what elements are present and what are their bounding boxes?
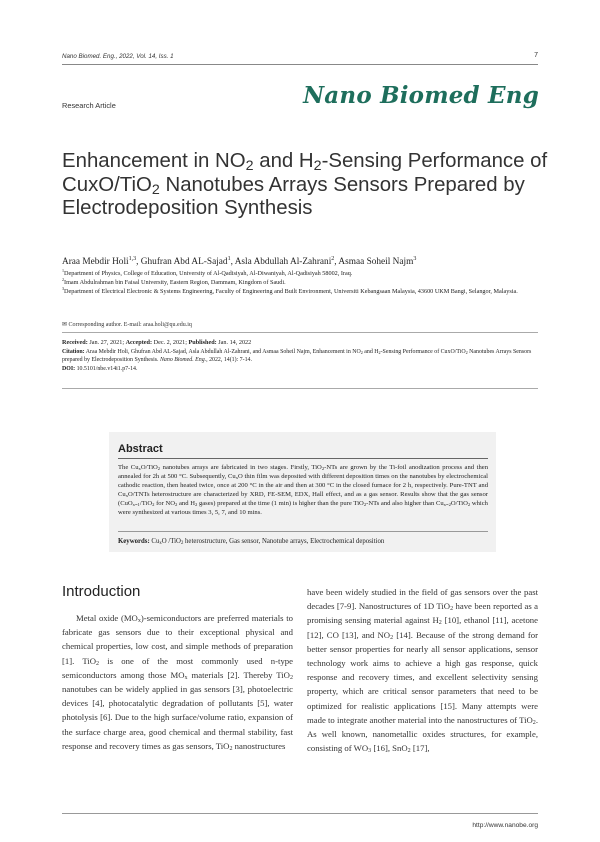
- divider: [62, 388, 538, 389]
- abstract-rule: [118, 458, 488, 459]
- citation-block: Citation: Araa Mebdir Holi, Ghufran Abd AL-Sajad, Asla Abdullah Al-Zahrani, and Asmaa Soheil Najm, Enhancement in $NO_2$ and $H_2$-Sensing Performance of CuxO/TiO$_2$ Nanotubes Arrays Sensors prepared by Electrodeposition Synthesis. Nano Biomed. Eng., 2022, 14(1): 7-14. DOI: 10.5101/nbe.v14i1.p7-14.: [62, 349, 532, 372]
- abstract-heading: Abstract: [118, 443, 163, 455]
- article-title: Enhancement in $NO_2$ and $H_2$-Sensing Performance of CuxO/TiO$_2$ Nanotubes Arrays Sensors Prepared by Electrodeposition Synthesis: [62, 150, 548, 219]
- abstract-text: The $Cu_xO/TiO_2$ nanotubes arrays are fabricated in two stages. Firstly, TiO$_2$-NTs are grown by the Ti-foil anodization process and then annealed for 2h at 500 °C. Subsequently, $Cu_xO$ thin film was deposited with different deposition times on the nanotubes by electrochemical cathodic reaction, then heated twice, once at 200 °C in the air and then at 300 °C in the closed furnace for 2 h, respectively. Pure-TNT and $Cu_xO$/TNTs heterostructure are characterized by XRD, FE-SEM, EDX, Hall effect, and as a gas sensor. Results show that the gas sensor (CuO$_{x=1}$/TiO$_2$ for $NO_2$ and $H_2$ gases) prepared at the time (1 min) is higher than the pure TiO$_2$-NTs and also higher than $Cu_{x=2}O/TiO_2$ which were synthesized at various times 3, 5, 7, and 10 mins.: [118, 464, 488, 517]
- body-column-right: have been widely studied in the field of gas sensors over the past decades [7-9]. Nanostructures of 1D TiO$_2$ have been reported as a promising sensing material against $H_2$ [10], ethanol [11], acetone [12], CO [13], and $NO_2$ [14]. Because of the strong demand for better sensor properties for nearly all sensor applications, sensor technology work aims to achieve a high gas response, quick response and recovery times, and excellent selectivity sensing property, which are critical sensor parameters that need to be optimized for realistic applications [15]. Many attempts were made to integrate another material into the nanostructures of TiO$_2$. As well known, nanometallic oxides structures, for example, consisting of $WO_3$ [16], SnO$_2$ [17],: [307, 587, 538, 755]
- divider: [62, 332, 538, 333]
- journal-logo: Nano Biomed Eng: [303, 82, 539, 109]
- body-column-left: [62, 611, 293, 753]
- doi-link[interactable]: 10.5101/nbe.v14i1.p7-14.: [75, 365, 138, 372]
- email-icon: ✉: [62, 322, 69, 328]
- article-dates: Received: Jan. 27, 2021; Accepted: Dec. 2, 2021; Published: Jan. 14, 2022: [62, 339, 252, 346]
- footer-url[interactable]: http://www.nanobe.org: [472, 822, 538, 829]
- paragraph: Metal oxide $(MO_x)$-semiconductors are preferred materials to fabricate gas sensors due to their exceptional physical and chemical properties, low cost, and simple methods of preparation [1]. TiO$_2$ is one of the most commonly used n-type semiconductors among those $MO_x$ materials [2]. Thereby TiO$_2$ nanotubes can be widely applied in gas sensors [3], photoelectric devices [4], photocatalytic degradation of pollutants [5], water photolysis [6]. Due to the high surface/volume ratio, expansion of the surface charge area, good chemical and thermal stability, fast response and recovery times as gas sensors, TiO$_2$ nanostructures: [62, 613, 293, 753]
- header-rule: [62, 64, 538, 65]
- affiliations: [62, 267, 544, 296]
- footer-rule: [62, 813, 538, 814]
- section-heading-introduction: Introduction: [62, 583, 141, 600]
- doi-label: DOI:: [62, 365, 76, 372]
- affiliation-item: $^1$Department of Physics, College of Education, University of Al-Qadisiyah, Al-Diwaniyah, Al-Qadisiyah 58002, Iraq.: [62, 267, 353, 277]
- running-header: Nano Biomed. Eng., 2022, Vol. 14, Iss. 1: [62, 53, 174, 60]
- article-type: Research Article: [62, 101, 116, 110]
- corresponding-author[interactable]: ✉ Corresponding author. E-mail: araa.holi@qu.edu.iq: [62, 322, 192, 328]
- keywords: Keywords: $Cu_xO$ /TiO$_2$ heterostructure, Gas sensor, Nanotube arrays, Electrochemical deposition: [118, 538, 385, 546]
- affiliation-item: $^2$Imam Abdulrahman bin Faisal University, Eastern Region, Dammam, Kingdom of Saudi.: [62, 276, 286, 286]
- author-list: Araa Mebdir Holi$^{1,3}$, Ghufran Abd AL-Sajad$^1$, Asla Abdullah Al-Zahrani$^2$, Asmaa Soheil Najm$^3$: [62, 255, 417, 267]
- keywords-rule: [118, 531, 488, 532]
- page-number: 7: [534, 52, 538, 59]
- affiliation-item: $^3$Department of Electrical Electronic & Systems Engineering, Faculty of Engineering and Built Environment, Universiti Kebangsaan Malaysia, 43600 UKM Bangi, Selangor, Malaysia.: [62, 285, 518, 295]
